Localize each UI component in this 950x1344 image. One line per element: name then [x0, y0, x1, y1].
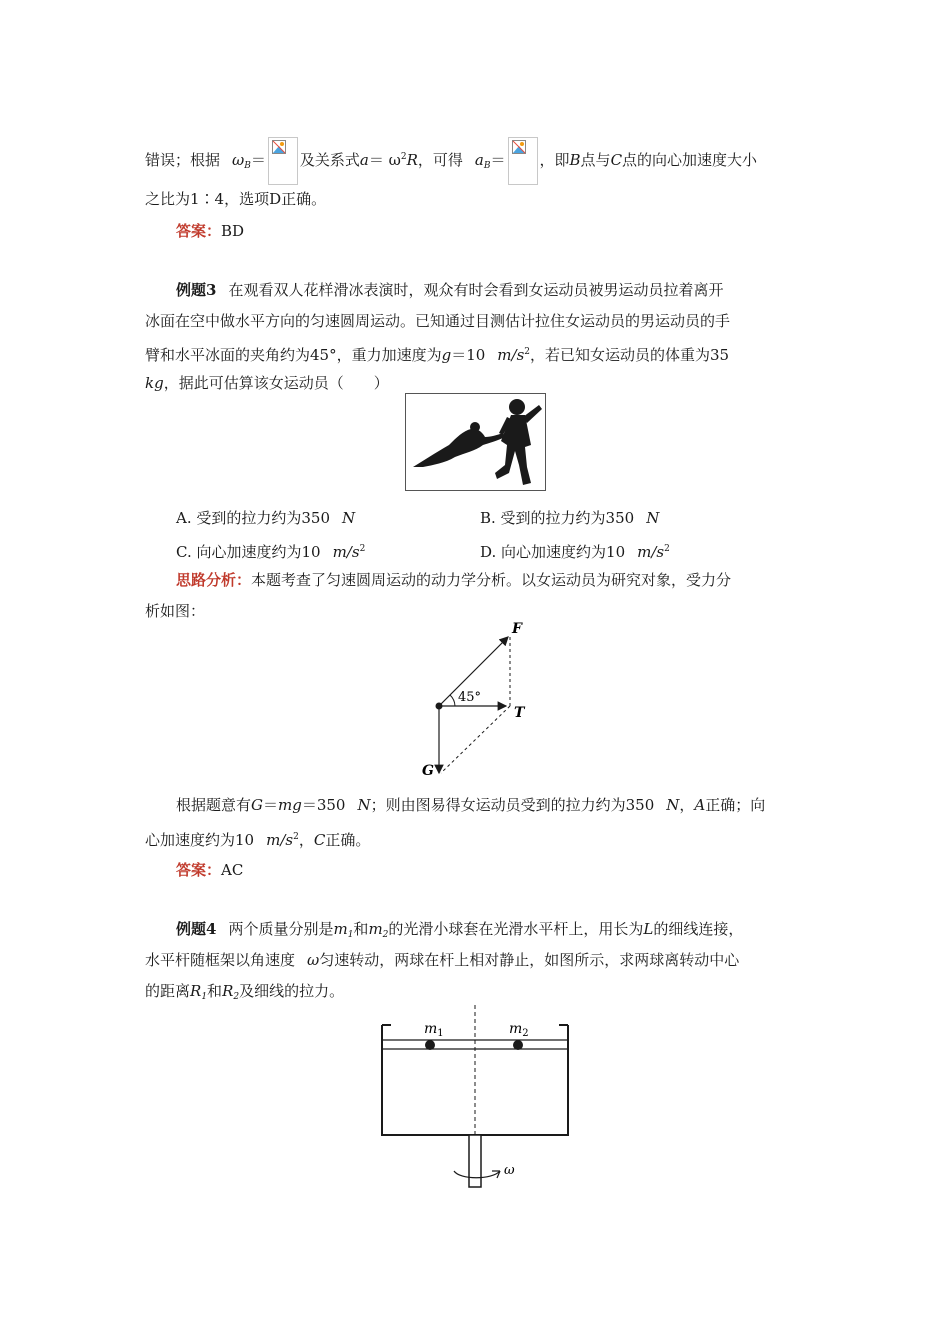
dashed-diagonal	[441, 706, 510, 773]
shaft	[469, 1135, 481, 1187]
skating-photo	[405, 393, 546, 491]
ex3-line1: 例题3 在观看双人花样滑冰表演时，观众有时会看到女运动员被男运动员拉着离开	[176, 281, 724, 299]
analysis-line1: 思路分析：本题考查了匀速圆周运动的动力学分析。以女运动员为研究对象，受力分	[176, 571, 732, 589]
formula-image-1	[268, 137, 298, 185]
formula-image-2	[508, 137, 538, 185]
label-m2: $m_2$	[509, 1021, 529, 1039]
mass-point	[436, 703, 443, 710]
broken-image-icon	[512, 140, 526, 154]
ball-m2	[513, 1040, 523, 1050]
analysis-line2: 析如图：	[145, 602, 206, 620]
ex3-line4: kg，据此可估算该女运动员（ ）	[145, 374, 389, 392]
solution-line1: 根据题意有G＝mg＝350 N；则由图易得女运动员受到的拉力约为350 N，A正确；向	[176, 796, 766, 814]
force-diagram	[410, 615, 550, 785]
label-angle: 45°	[458, 690, 482, 705]
option-c: C. 向心加速度约为10 $m/s^2$	[176, 543, 366, 561]
label-omega: ω	[504, 1163, 515, 1178]
answer-1: 答案：BD	[176, 222, 245, 240]
ball-m1	[425, 1040, 435, 1050]
label-t: T	[514, 705, 525, 721]
para1-line1: 错误；根据 $\omega_B=$ 及关系式$a= \omega^2R$，可得 $a_B=$ ，即B点与C点的向心加速度大小	[145, 137, 757, 185]
rotating-frame-diagram	[370, 1003, 580, 1198]
ex4-line2: 水平杆随框架以角速度 ω匀速转动，两球在杆上相对静止，如图所示，求两球离转动中心	[145, 951, 740, 969]
option-a: A. 受到的拉力约为350 N	[176, 509, 356, 527]
label-m1: $m_1$	[424, 1021, 444, 1039]
ex4-line1: 例题4 两个质量分别是$m_1$和$m_2$的光滑小球套在光滑水平杆上，用长为L的细线连接，	[176, 920, 744, 940]
angle-arc	[450, 695, 455, 706]
ex4-line3: 的距离$R_1$和$R_2$及细线的拉力。	[145, 982, 345, 1002]
ex3-line2: 冰面在空中做水平方向的匀速圆周运动。已知通过目测估计拉住女运动员的男运动员的手	[145, 312, 731, 330]
answer-2: 答案：AC	[176, 861, 244, 879]
label-f: F	[512, 621, 522, 637]
broken-image-icon	[272, 140, 286, 154]
option-d: D. 向心加速度约为10 $m/s^2$	[480, 543, 670, 561]
label-g: G	[422, 763, 434, 779]
solution-line2: 心加速度约为10 $m/s^2$，C正确。	[145, 831, 371, 849]
option-b: B. 受到的拉力约为350 N	[480, 509, 660, 527]
ex3-line3: 臂和水平冰面的夹角约为45°，重力加速度为g＝10 $m/s^2$，若已知女运动员的体重为35	[145, 346, 730, 364]
para1-line2: 之比为1∶4，选项D正确。	[145, 190, 327, 208]
